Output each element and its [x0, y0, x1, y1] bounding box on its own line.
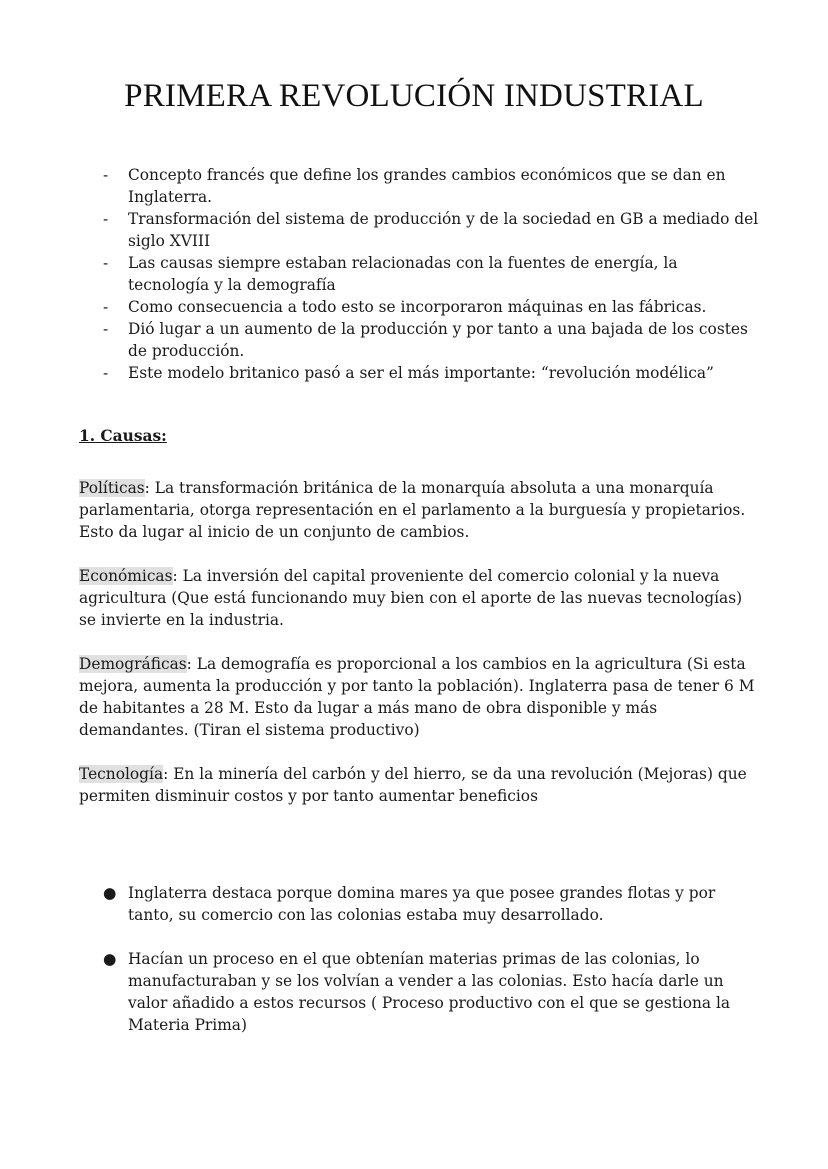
dash-marker-icon: -: [103, 364, 109, 382]
paragraph-label: Políticas: [79, 479, 145, 497]
list-item: [103, 882, 763, 926]
list-item: [103, 252, 763, 296]
bullet-marker-icon: ●: [103, 950, 117, 968]
list-item: [103, 208, 763, 252]
page-title: PRIMERA REVOLUCIÓN INDUSTRIAL: [124, 78, 704, 114]
dash-marker-icon: -: [103, 210, 109, 228]
list-item-text: Como consecuencia a todo esto se incorporaron máquinas en las fábricas.: [128, 298, 707, 316]
bullet-marker-icon: ●: [103, 884, 117, 902]
paragraph-tecnologia: [79, 763, 759, 807]
paragraph-text: : La demografía es proporcional a los cambios en la agricultura (Si esta mejora, aumenta la producción y por tanto la población). Inglaterra pasa de tener 6 M de habitantes a 28 M. Esto da lugar a más mano de obra disponible y más demandantes. (Tiran el sistema productivo): [79, 655, 755, 739]
paragraph-demograficas: [79, 653, 759, 741]
paragraph-text: : La inversión del capital proveniente del comercio colonial y la nueva agricultura (Que está funcionando muy bien con el aporte de las nuevas tecnologías) se invierte en la industria.: [79, 567, 743, 629]
paragraph-text: : En la minería del carbón y del hierro, se da una revolución (Mejoras) que permiten disminuir costos y por tanto aumentar beneficios: [79, 765, 747, 805]
dash-marker-icon: -: [103, 166, 109, 184]
list-item-text: Transformación del sistema de producción y de la sociedad en GB a mediado del siglo XVIII: [128, 210, 759, 250]
paragraph-economicas: [79, 565, 759, 631]
list-item-text: Las causas siempre estaban relacionadas con la fuentes de energía, la tecnología y la demografía: [128, 254, 678, 294]
list-item-text: Hacían un proceso en el que obtenían materias primas de las colonias, lo manufacturaban y se los volvían a vender a las colonias. Esto hacía darle un valor añadido a estos recursos ( Proceso productivo con el que se gestiona la Materia Prima): [128, 950, 731, 1034]
paragraph-label: Tecnología: [79, 765, 164, 783]
paragraph-label: Económicas: [79, 567, 173, 585]
list-item: [103, 296, 763, 318]
dash-marker-icon: -: [103, 298, 109, 316]
intro-dash-list: [103, 164, 763, 384]
list-item: [103, 164, 763, 208]
list-item: [103, 948, 763, 1036]
dash-marker-icon: -: [103, 320, 109, 338]
section-heading-causas: 1. Causas:: [79, 427, 167, 445]
paragraph-label: Demográficas: [79, 655, 187, 673]
list-item-text: Este modelo britanico pasó a ser el más importante: “revolución modélica”: [128, 364, 714, 382]
list-item-text: Dió lugar a un aumento de la producción y por tanto a una bajada de los costes de producción.: [128, 320, 748, 360]
list-item: [103, 362, 763, 384]
list-item: [103, 318, 763, 362]
paragraph-text: : La transformación británica de la monarquía absoluta a una monarquía parlamentaria, otorga representación en el parlamento a la burguesía y propietarios. Esto da lugar al inicio de un conjunto de cambios.: [79, 479, 746, 541]
paragraph-politicas: [79, 477, 759, 543]
bullet-list: [103, 882, 763, 1058]
dash-marker-icon: -: [103, 254, 109, 272]
list-item-text: Concepto francés que define los grandes cambios económicos que se dan en Inglaterra.: [128, 166, 726, 206]
list-item-text: Inglaterra destaca porque domina mares ya que posee grandes flotas y por tanto, su comercio con las colonias estaba muy desarrollado.: [128, 884, 716, 924]
